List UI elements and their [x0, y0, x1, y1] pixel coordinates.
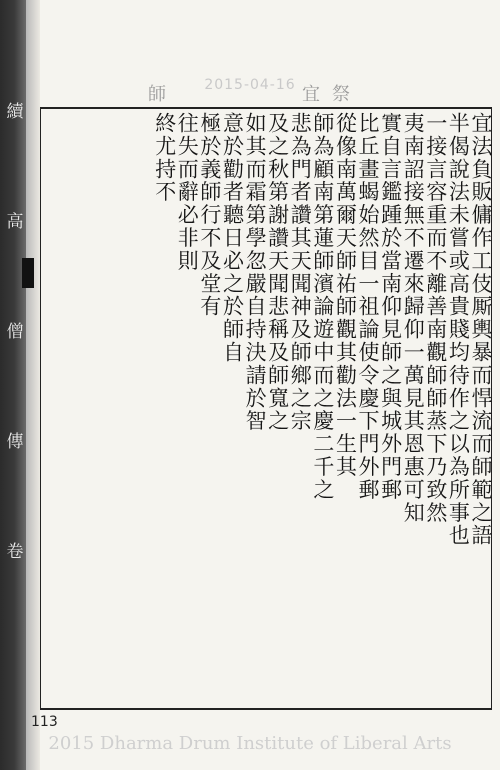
footer-watermark: 2015 Dharma Drum Institute of Liberal Arts: [48, 733, 452, 754]
side-char: 卷: [6, 542, 24, 562]
text-column: 往失而辭必非則: [175, 112, 200, 273]
header-fragment: 師: [148, 84, 166, 105]
text-column: 悲為門者讚其天聞神及師鄉之宗: [288, 112, 313, 433]
text-column: 實自言鑑踵於當南仰見師之與城外門郵: [378, 112, 403, 502]
header-fragment: 祭: [332, 84, 350, 105]
margin-mark: [22, 258, 34, 288]
text-column: 從像南萬爾天師祐師觀其勸法一生其: [333, 112, 358, 479]
text-column: 意於勸者聽日必之於師自: [220, 112, 245, 364]
text-column: 半偈說法未嘗或高貴賤均待作之以為所事也: [446, 112, 471, 548]
text-column: 一接言容重而不離善南觀師師蒸下乃致然: [423, 112, 448, 525]
text-column: 宜法負販傭作工伎厮輿暴而悍流而師範之語: [469, 112, 493, 548]
page-number: 113: [31, 714, 58, 730]
text-column: 如其而霜第學忽嚴自持決請於智: [243, 112, 268, 433]
side-title: [4, 104, 26, 654]
side-char: 傳: [6, 432, 24, 452]
side-char: 續: [6, 102, 24, 122]
main-text: [40, 112, 492, 704]
text-column: 極於義師行不及堂有: [197, 112, 222, 319]
gutter-shadow: [26, 0, 40, 770]
text-column: 師為顧南第蓮師濱論遊中而之慶二千之: [310, 112, 335, 502]
header-fragment: 宜: [302, 84, 320, 105]
date-watermark: 2015-04-16: [204, 77, 296, 93]
side-char: 僧: [6, 322, 24, 342]
text-column: 比丘畫蝎始然目一祖論使令慶下門外郵: [356, 112, 381, 502]
text-column: 及之秋第謝讚天聞悲稱及師寬之: [265, 112, 290, 433]
text-column: 夷南詔接無不遷來歸仰一萬見其恩惠可知: [401, 112, 426, 525]
side-char: 高: [6, 212, 24, 232]
text-column: 終尤持不: [152, 112, 177, 204]
